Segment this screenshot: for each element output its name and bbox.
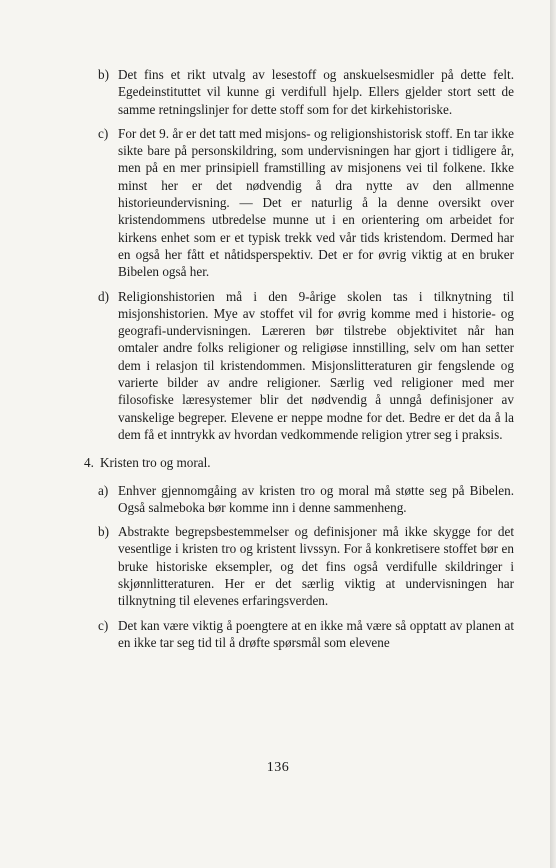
- list-item: [84, 617, 514, 652]
- item-text: Det kan være viktig å poengtere at en ikke må være så opptatt av planen at en ikke tar seg tid til å drøfte spørsmål som elevene: [118, 617, 514, 650]
- item-text: Abstrakte begrepsbestemmelser og definisjoner må ikke skygge for det vesentlige i kristen tro og kristent livssyn. For å konkretisere stoffet bør en bruke historiske eksempler, og det fins også verdifulle skildringer i skjønnlitteraturen. Her er det særlig viktig at undervisningen har tilknytning til elevenes erfaringsverden.: [118, 524, 514, 609]
- page-edge-shadow: [550, 0, 556, 868]
- list-item: [84, 66, 514, 118]
- list-item: [84, 523, 514, 609]
- page-number: 136: [266, 760, 290, 775]
- item-marker: d): [98, 288, 109, 304]
- item-marker: a): [98, 482, 109, 498]
- item-text: Religionshistorien må i den 9-årige skolen tas i tilknytning til misjonshistorien. Mye av stoffet vil for øvrig komme med i historie- og geografi-undervisningen. Læreren bør tilstrebe objektivitet når han omtaler andre folks religioner og religiøse innstilling, selv om han setter dem i relasjon til kristendommen. Misjonslitteraturen gir fengslende og varierte bilder av andre religioner. Særlig ved religioner med mer filosofiske læresystemer blir det nødvendig å unngå definisjoner av vanskelige begreper. Elevene er neppe modne for det. Bedre er det da å la dem få et inntrykk av hvordan vedkommende religion ytrer seg i praksis.: [118, 288, 514, 442]
- item-marker: c): [98, 617, 109, 633]
- list-item: [84, 288, 514, 444]
- item-marker: c): [98, 125, 109, 141]
- body-text: [84, 66, 514, 658]
- item-marker: b): [98, 524, 109, 540]
- list-item: [84, 482, 514, 517]
- section-title: Kristen tro og moral.: [100, 455, 211, 471]
- item-text: Enhver gjennomgåing av kristen tro og moral må støtte seg på Bibelen. Også salmeboka bør komme inn i denne sammenheng.: [118, 482, 514, 515]
- section-heading: [84, 454, 514, 471]
- item-marker: b): [98, 67, 109, 82]
- item-text: For det 9. år er det tatt med misjons- og religionshistorisk stoff. En tar ikke sikte bare på personskildring, som undervisningen har gjort i tidligere år, men på en mer prinsipiell framstilling av misjonens vei til folkene. Ikke minst her er det nødvendig å dra nytte av den allmenne historieundervisning. — Det er naturlig å la denne oversikt over kristendommens utbredelse munne ut i en orientering om arbeidet for kirkens enhet som er et typisk trekk ved vår tids kristendom. Dermed har en også her fått et nåtidsperspektiv. Det er for øvrig viktig at en bruker Bibelen også her.: [118, 125, 514, 280]
- item-text: Det fins et rikt utvalg av lesestoff og anskuelsesmidler på dette felt. Egedeinstituttet vil kunne gi verdifull hjelp. Ellers gjelder stort sett de samme retningslinjer for dette stoff som for det kirkehistoriske.: [118, 67, 514, 117]
- section-number: 4.: [84, 455, 94, 471]
- list-item: [84, 125, 514, 281]
